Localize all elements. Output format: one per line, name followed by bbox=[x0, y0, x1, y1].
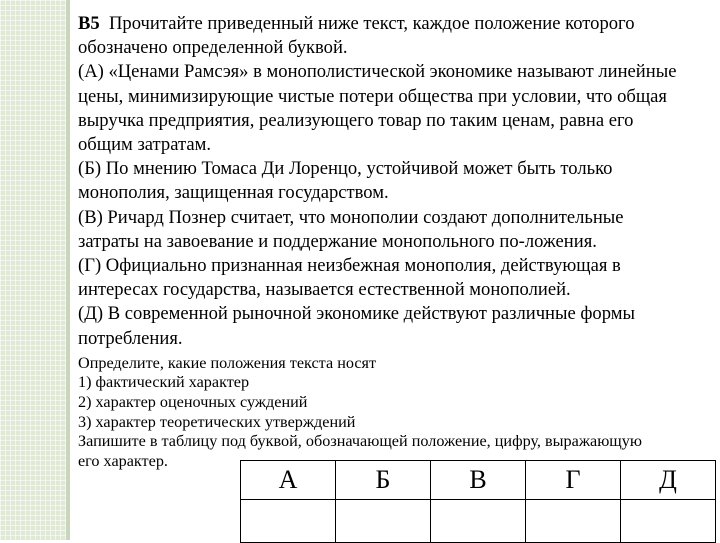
statement-line: (Д) В современной рыночной экономике действуют различные формы bbox=[78, 303, 636, 325]
answer-table-input-row bbox=[241, 500, 716, 543]
task-label: В5 bbox=[78, 13, 100, 34]
instruction-line: Запишите в таблицу под буквой, обозначающей положение, цифру, выражающую bbox=[78, 432, 642, 451]
task-content bbox=[78, 12, 720, 471]
header-cell-a: А bbox=[241, 461, 336, 500]
header-cell-v: В bbox=[431, 461, 526, 500]
task-intro bbox=[78, 12, 720, 36]
statement-line: общим затратам. bbox=[78, 134, 211, 156]
task-intro-line2: обозначено определенной буквой. bbox=[78, 37, 348, 59]
instruction-line: 3) характер теоретических утверждений bbox=[78, 412, 356, 431]
header-cell-d: Д bbox=[621, 461, 716, 500]
statement-line: затраты на завоевание и поддержание монопольного по-ложения. bbox=[78, 230, 597, 252]
header-cell-b: Б bbox=[336, 461, 431, 500]
answer-cell-g[interactable] bbox=[526, 500, 621, 543]
side-bar-edge bbox=[66, 0, 70, 540]
statement-line: (А) «Ценами Рамсэя» в монополистической экономике называют линейные bbox=[78, 61, 677, 83]
instruction-line: 2) характер оценочных суждений bbox=[78, 393, 308, 412]
statement-line: потребления. bbox=[78, 327, 183, 349]
statement-line: интересах государства, называется естественной монополией. bbox=[78, 279, 571, 301]
header-cell-g: Г bbox=[526, 461, 621, 500]
statement-line: (В) Ричард Познер считает, что монополии создают дополнительные bbox=[78, 206, 624, 228]
statement-line: монополия, защищенная государством. bbox=[78, 182, 389, 204]
answer-table bbox=[240, 460, 716, 543]
instruction-line: 1) фактический характер bbox=[78, 373, 250, 392]
statement-line: (Г) Официально признанная неизбежная монополия, действующая в bbox=[78, 255, 621, 277]
instruction-line: Определите, какие положения текста носят bbox=[78, 353, 377, 372]
statement-line: выручка предприятия, реализующего товар по таким ценам, равна его bbox=[78, 109, 634, 131]
answer-cell-d[interactable] bbox=[621, 500, 716, 543]
statement-line: (Б) По мнению Томаса Ди Лоренцо, устойчивой может быть только bbox=[78, 158, 613, 180]
instructions bbox=[78, 354, 720, 472]
answer-cell-b[interactable] bbox=[336, 500, 431, 543]
task-intro-line1: Прочитайте приведенный ниже текст, каждое положение которого bbox=[109, 13, 635, 34]
answer-cell-a[interactable] bbox=[241, 500, 336, 543]
answer-cell-v[interactable] bbox=[431, 500, 526, 543]
decorative-side-bar bbox=[0, 0, 70, 540]
instruction-line: его характер. bbox=[78, 451, 168, 470]
statement-line: цены, минимизирующие чистые потери общества при условии, что общая bbox=[78, 85, 667, 107]
answer-table-header-row bbox=[241, 461, 716, 500]
